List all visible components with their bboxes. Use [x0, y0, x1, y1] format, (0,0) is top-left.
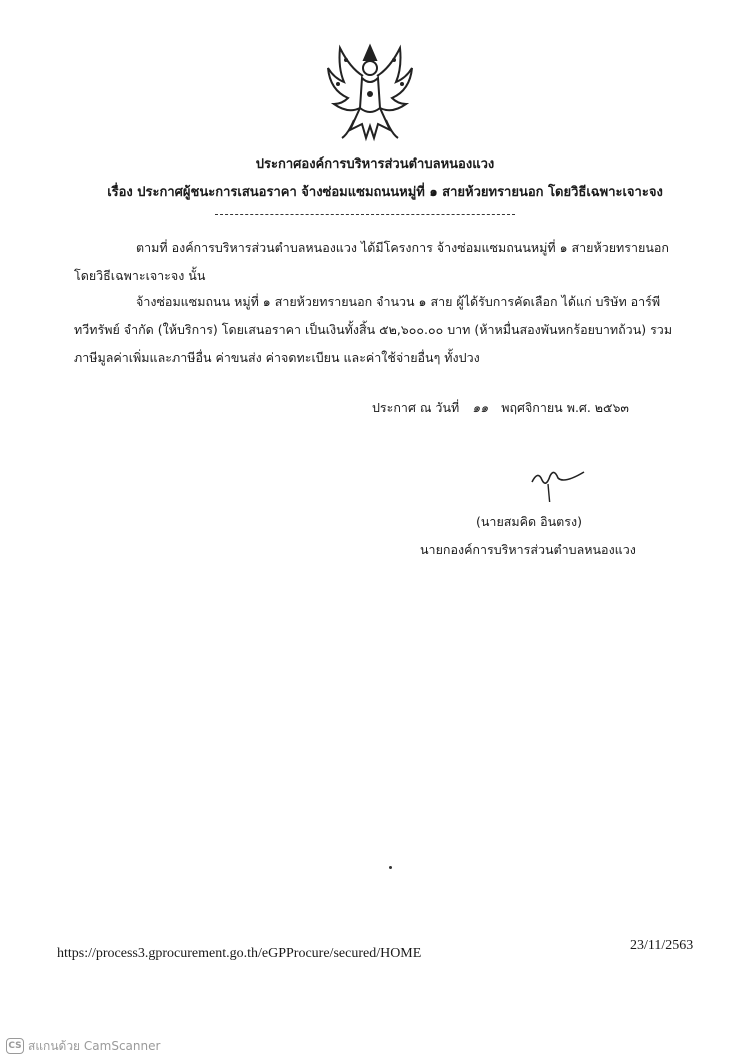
document-title: ประกาศองค์การบริหารส่วนตำบลหนองแวง — [255, 157, 495, 172]
date-month-year: พฤศจิกายน พ.ศ. ๒๕๖๓ — [501, 400, 629, 415]
signer-name: (นายสมคิด อินตรง) — [476, 514, 582, 529]
document-subject: เรื่อง ประกาศผู้ชนะการเสนอราคา จ้างซ่อมแซมถนนหมู่ที่ ๑ สายห้วยทรายนอก โดยวิธีเฉพาะเจาะจง — [107, 185, 663, 200]
divider — [215, 214, 515, 215]
footer-date: 23/11/2563 — [630, 938, 694, 953]
paragraph-1-line-1: ตามที่ องค์การบริหารส่วนตำบลหนองแวง ได้มีโครงการ จ้างซ่อมแซมถนนหมู่ที่ ๑ สายห้วยทรายนอก — [136, 240, 669, 255]
paragraph-2-line-1: จ้างซ่อมแซมถนน หมู่ที่ ๑ สายห้วยทรายนอก จำนวน ๑ สาย ผู้ได้รับการคัดเลือก ได้แก่ บริษัท อาร์พี — [136, 294, 661, 309]
paragraph-2-line-3: ภาษีมูลค่าเพิ่มและภาษีอื่น ค่าขนส่ง ค่าจดทะเบียน และค่าใช้จ่ายอื่นๆ ทั้งปวง — [74, 350, 480, 365]
date-prefix: ประกาศ ณ วันที่ — [372, 400, 460, 415]
signer-position: นายกองค์การบริหารส่วนตำบลหนองแวง — [420, 542, 636, 557]
paragraph-2-line-2: ทวีทรัพย์ จำกัด (ให้บริการ) โดยเสนอราคา เป็นเงินทั้งสิ้น ๕๒,๖๐๐.๐๐ บาท (ห้าหมื่นสองพันหกร้อยบาทถ้วน) รวม — [74, 322, 673, 337]
camscanner-watermark — [6, 1036, 160, 1056]
scan-speck — [389, 866, 392, 869]
watermark-text: สแกนด้วย CamScanner — [28, 1038, 161, 1053]
date-day: ๑๑ — [472, 400, 489, 415]
announcement-date — [372, 398, 629, 418]
paragraph-1-line-2: โดยวิธีเฉพาะเจาะจง นั้น — [74, 268, 206, 283]
garuda-emblem-icon — [320, 38, 420, 148]
handwritten-signature — [528, 462, 588, 502]
footer-url: https://process3.gprocurement.go.th/eGPProcure/secured/HOME — [57, 946, 422, 961]
camscanner-logo-icon: CS — [6, 1038, 24, 1054]
